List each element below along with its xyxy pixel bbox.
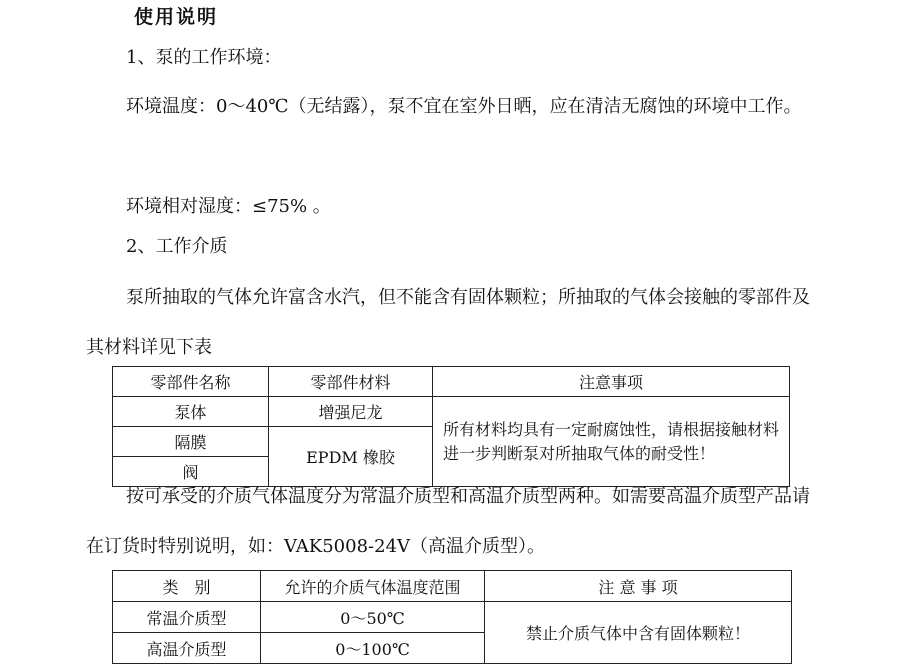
medium-text: 泵所抽取的气体允许富含水汽，但不能含有固体颗粒；所抽取的气体会接触的零部件及其材料详见下表: [86, 287, 810, 358]
header-notes: 注 意 事 项: [485, 571, 792, 602]
temperature-note: 禁止介质气体中含有固体颗粒！: [485, 602, 792, 664]
temperature-table: [112, 570, 792, 664]
header-part-name: 零部件名称: [113, 367, 269, 397]
materials-note: 所有材料均具有一定耐腐蚀性，请根据接触材料进一步判断泵对所抽取气体的耐受性！: [433, 397, 790, 487]
table-header-row: [113, 367, 790, 397]
header-part-material: 零部件材料: [269, 367, 433, 397]
table-header-row: [113, 571, 792, 602]
part-cell: 隔膜: [113, 427, 269, 457]
range-cell: 0～100℃: [261, 633, 485, 664]
materials-table: [112, 366, 790, 487]
table-row: [113, 602, 792, 633]
section2-title: 2、工作介质: [126, 236, 228, 257]
range-cell: 0～50℃: [261, 602, 485, 633]
material-cell: 增强尼龙: [269, 397, 433, 427]
header-category: 类 别: [113, 571, 261, 602]
part-cell: 泵体: [113, 397, 269, 427]
document-heading: 使用说明: [134, 6, 219, 28]
type-cell: 高温介质型: [113, 633, 261, 664]
type-cell: 常温介质型: [113, 602, 261, 633]
header-notes: 注意事项: [433, 367, 790, 397]
part-cell: 阀: [113, 457, 269, 487]
table-row: [113, 397, 790, 427]
env-humidity-text: 环境相对湿度：≤75% 。: [126, 196, 331, 217]
material-cell: EPDM 橡胶: [269, 427, 433, 487]
env-temp-text: 环境温度：0～40℃（无结露），泵不宜在室外日晒，应在清洁无腐蚀的环境中工作。: [126, 96, 802, 117]
section1-title: 1、泵的工作环境：: [126, 47, 282, 68]
header-temp-range: 允许的介质气体温度范围: [261, 571, 485, 602]
temp-type-text: 按可承受的介质气体温度分为常温介质型和高温介质型两种。如需要高温介质型产品请在订货时特别说明，如：VAK5008-24V（高温介质型）。: [86, 486, 810, 557]
